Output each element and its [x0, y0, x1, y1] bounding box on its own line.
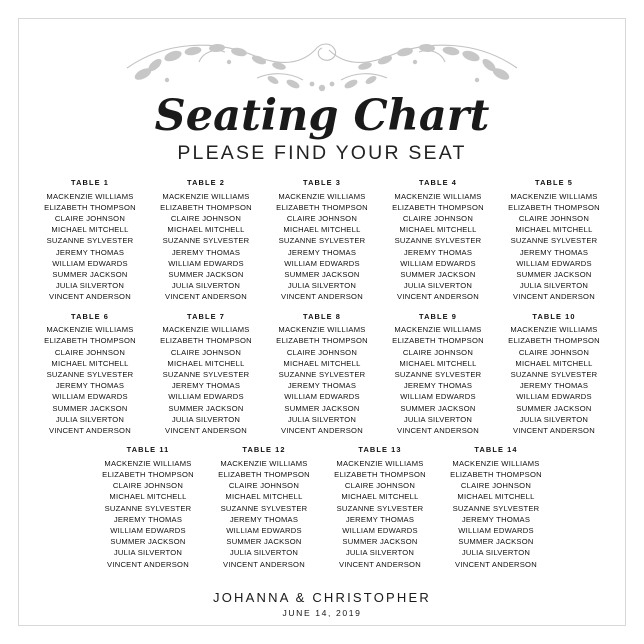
guest-name: MICHAEL MITCHELL: [515, 358, 593, 368]
guest-name: ELIZABETH THOMPSON: [102, 469, 194, 479]
guest-name: SUZANNE SYLVESTER: [104, 503, 192, 513]
table-label: TABLE 9: [419, 311, 457, 321]
guest-name: VINCENT ANDERSON: [281, 426, 363, 435]
guest-name: WILLIAM EDWARDS: [516, 258, 592, 268]
guest-name: VINCENT ANDERSON: [107, 559, 189, 569]
page-subtitle: PLEASE FIND YOUR SEAT: [177, 142, 467, 165]
guest-name: MACKENZIE WILLIAMS: [278, 325, 366, 335]
guest-name: JULIA SILVERTON: [171, 414, 241, 424]
table-block: [206, 445, 322, 570]
guest-name: CLAIRE JOHNSON: [344, 481, 416, 491]
poster-content: [28, 22, 616, 622]
guest-name: MACKENZIE WILLIAMS: [394, 325, 482, 335]
guest-name: MACKENZIE WILLIAMS: [510, 325, 598, 335]
seating-grid: [28, 178, 616, 570]
guest-name: MICHAEL MITCHELL: [283, 225, 361, 235]
guest-name: SUZANNE SYLVESTER: [452, 503, 540, 513]
table-block: [438, 445, 554, 570]
guest-name: MACKENZIE WILLIAMS: [336, 458, 424, 468]
couple-names: JOHANNA & CHRISTOPHER: [213, 590, 431, 605]
guest-name: JULIA SILVERTON: [461, 548, 531, 558]
guest-name: JULIA SILVERTON: [519, 281, 589, 291]
guest-name: ELIZABETH THOMPSON: [160, 336, 252, 346]
guest-name: ELIZABETH THOMPSON: [44, 202, 136, 212]
guest-name: SUZANNE SYLVESTER: [46, 369, 134, 379]
guest-name: SUMMER JACKSON: [110, 537, 186, 547]
guest-name: JEREMY THOMAS: [287, 381, 357, 391]
guest-name: JEREMY THOMAS: [171, 381, 241, 391]
poster-footer: [28, 590, 616, 618]
guest-name: SUZANNE SYLVESTER: [510, 236, 598, 246]
guest-name: JULIA SILVERTON: [403, 414, 473, 424]
guest-name: ELIZABETH THOMPSON: [392, 336, 484, 346]
table-block: [32, 312, 148, 437]
guest-name: VINCENT ANDERSON: [49, 426, 131, 435]
table-label: TABLE 10: [532, 311, 576, 321]
guest-name: CLAIRE JOHNSON: [54, 347, 126, 357]
guest-name: CLAIRE JOHNSON: [460, 481, 532, 491]
guest-name: SUZANNE SYLVESTER: [510, 369, 598, 379]
guest-name: JULIA SILVERTON: [113, 548, 183, 558]
guest-name: JULIA SILVERTON: [55, 414, 125, 424]
table-label: TABLE 12: [242, 445, 286, 455]
floral-flourish-ornament: [28, 22, 616, 100]
guest-name: JEREMY THOMAS: [229, 514, 299, 524]
guest-name: ELIZABETH THOMPSON: [160, 202, 252, 212]
guest-name: ELIZABETH THOMPSON: [44, 336, 136, 346]
guest-name: MICHAEL MITCHELL: [399, 225, 477, 235]
guest-name: MICHAEL MITCHELL: [515, 225, 593, 235]
guest-name: SUZANNE SYLVESTER: [278, 236, 366, 246]
table-block: [148, 312, 264, 437]
guest-name: WILLIAM EDWARDS: [110, 525, 186, 535]
table-block: [380, 178, 496, 303]
guest-name: CLAIRE JOHNSON: [286, 347, 358, 357]
guest-name: MACKENZIE WILLIAMS: [510, 191, 598, 201]
guest-name: MACKENZIE WILLIAMS: [104, 458, 192, 468]
table-block: [496, 312, 612, 437]
guest-name: SUZANNE SYLVESTER: [220, 503, 308, 513]
table-label: TABLE 8: [303, 311, 341, 321]
guest-name: MICHAEL MITCHELL: [167, 225, 245, 235]
guest-name: SUZANNE SYLVESTER: [394, 236, 482, 246]
guest-name: JULIA SILVERTON: [287, 414, 357, 424]
guest-name: CLAIRE JOHNSON: [54, 214, 126, 224]
table-label: TABLE 7: [187, 311, 225, 321]
guest-name: MACKENZIE WILLIAMS: [46, 191, 134, 201]
guest-name: JEREMY THOMAS: [287, 247, 357, 257]
table-label: TABLE 11: [126, 445, 170, 455]
guest-name: WILLIAM EDWARDS: [52, 258, 128, 268]
guest-name: SUMMER JACKSON: [400, 270, 476, 280]
guest-name: ELIZABETH THOMPSON: [334, 469, 426, 479]
guest-name: SUMMER JACKSON: [284, 270, 360, 280]
guest-name: CLAIRE JOHNSON: [518, 347, 590, 357]
table-label: TABLE 3: [303, 178, 341, 188]
guest-name: VINCENT ANDERSON: [165, 426, 247, 435]
guest-name: MICHAEL MITCHELL: [51, 225, 129, 235]
guest-name: VINCENT ANDERSON: [397, 426, 479, 435]
table-label: TABLE 1: [71, 178, 109, 188]
guest-name: VINCENT ANDERSON: [49, 292, 131, 302]
table-label: TABLE 13: [358, 445, 402, 455]
guest-name: ELIZABETH THOMPSON: [276, 202, 368, 212]
table-block: [264, 312, 380, 437]
guest-name: WILLIAM EDWARDS: [168, 258, 244, 268]
guest-name: WILLIAM EDWARDS: [458, 525, 534, 535]
guest-name: JULIA SILVERTON: [403, 281, 473, 291]
seating-row: [28, 312, 616, 437]
table-block: [148, 178, 264, 303]
guest-name: SUZANNE SYLVESTER: [278, 369, 366, 379]
title-block: [28, 91, 616, 165]
guest-name: SUMMER JACKSON: [284, 403, 360, 413]
guest-name: JEREMY THOMAS: [519, 247, 589, 257]
guest-name: CLAIRE JOHNSON: [170, 214, 242, 224]
page-title: Seating Chart: [154, 91, 490, 141]
guest-name: MICHAEL MITCHELL: [283, 358, 361, 368]
table-block: [264, 178, 380, 303]
guest-name: VINCENT ANDERSON: [455, 559, 537, 569]
guest-name: SUZANNE SYLVESTER: [336, 503, 424, 513]
guest-name: WILLIAM EDWARDS: [52, 392, 128, 402]
guest-name: MICHAEL MITCHELL: [51, 358, 129, 368]
guest-name: JULIA SILVERTON: [345, 548, 415, 558]
guest-name: JEREMY THOMAS: [171, 247, 241, 257]
guest-name: MACKENZIE WILLIAMS: [452, 458, 540, 468]
guest-name: MICHAEL MITCHELL: [341, 492, 419, 502]
table-block: [32, 178, 148, 303]
guest-name: SUMMER JACKSON: [342, 537, 418, 547]
guest-name: SUMMER JACKSON: [52, 403, 128, 413]
table-label: TABLE 6: [71, 311, 109, 321]
guest-name: VINCENT ANDERSON: [397, 292, 479, 302]
table-label: TABLE 14: [474, 445, 518, 455]
guest-name: SUMMER JACKSON: [52, 270, 128, 280]
guest-name: JEREMY THOMAS: [403, 381, 473, 391]
table-block: [90, 445, 206, 570]
guest-name: SUMMER JACKSON: [458, 537, 534, 547]
guest-name: MICHAEL MITCHELL: [225, 492, 303, 502]
guest-name: MACKENZIE WILLIAMS: [278, 191, 366, 201]
guest-name: JULIA SILVERTON: [519, 414, 589, 424]
guest-name: JEREMY THOMAS: [345, 514, 415, 524]
seating-row: [28, 445, 616, 570]
guest-name: JEREMY THOMAS: [113, 514, 183, 524]
guest-name: JULIA SILVERTON: [171, 281, 241, 291]
guest-name: CLAIRE JOHNSON: [402, 214, 474, 224]
guest-name: JULIA SILVERTON: [229, 548, 299, 558]
guest-name: ELIZABETH THOMPSON: [276, 336, 368, 346]
guest-name: JEREMY THOMAS: [55, 381, 125, 391]
guest-name: MACKENZIE WILLIAMS: [220, 458, 308, 468]
guest-name: WILLIAM EDWARDS: [400, 392, 476, 402]
table-block: [380, 312, 496, 437]
guest-name: SUMMER JACKSON: [168, 270, 244, 280]
guest-name: ELIZABETH THOMPSON: [392, 202, 484, 212]
guest-name: MACKENZIE WILLIAMS: [46, 325, 134, 335]
guest-name: WILLIAM EDWARDS: [284, 392, 360, 402]
guest-name: CLAIRE JOHNSON: [286, 214, 358, 224]
guest-name: CLAIRE JOHNSON: [170, 347, 242, 357]
guest-name: WILLIAM EDWARDS: [226, 525, 302, 535]
seating-row: [28, 178, 616, 303]
table-label: TABLE 5: [535, 178, 573, 188]
table-label: TABLE 4: [419, 178, 457, 188]
guest-name: MICHAEL MITCHELL: [109, 492, 187, 502]
guest-name: SUMMER JACKSON: [168, 403, 244, 413]
guest-name: SUZANNE SYLVESTER: [162, 369, 250, 379]
guest-name: JEREMY THOMAS: [519, 381, 589, 391]
guest-name: VINCENT ANDERSON: [165, 292, 247, 302]
guest-name: MACKENZIE WILLIAMS: [162, 191, 250, 201]
guest-name: VINCENT ANDERSON: [339, 559, 421, 569]
guest-name: ELIZABETH THOMPSON: [450, 469, 542, 479]
guest-name: JEREMY THOMAS: [55, 247, 125, 257]
table-label: TABLE 2: [187, 178, 225, 188]
guest-name: CLAIRE JOHNSON: [402, 347, 474, 357]
guest-name: JULIA SILVERTON: [55, 281, 125, 291]
guest-name: VINCENT ANDERSON: [281, 292, 363, 302]
guest-name: JEREMY THOMAS: [403, 247, 473, 257]
guest-name: MACKENZIE WILLIAMS: [162, 325, 250, 335]
guest-name: MACKENZIE WILLIAMS: [394, 191, 482, 201]
guest-name: ELIZABETH THOMPSON: [508, 336, 600, 346]
guest-name: MICHAEL MITCHELL: [399, 358, 477, 368]
guest-name: SUMMER JACKSON: [516, 270, 592, 280]
guest-name: VINCENT ANDERSON: [223, 559, 305, 569]
guest-name: SUZANNE SYLVESTER: [46, 236, 134, 246]
guest-name: SUMMER JACKSON: [516, 403, 592, 413]
guest-name: SUMMER JACKSON: [400, 403, 476, 413]
guest-name: WILLIAM EDWARDS: [400, 258, 476, 268]
guest-name: WILLIAM EDWARDS: [284, 258, 360, 268]
guest-name: WILLIAM EDWARDS: [342, 525, 418, 535]
guest-name: CLAIRE JOHNSON: [112, 481, 184, 491]
table-block: [322, 445, 438, 570]
guest-name: CLAIRE JOHNSON: [228, 481, 300, 491]
guest-name: MICHAEL MITCHELL: [167, 358, 245, 368]
guest-name: ELIZABETH THOMPSON: [508, 202, 600, 212]
guest-name: WILLIAM EDWARDS: [168, 392, 244, 402]
guest-name: SUZANNE SYLVESTER: [162, 236, 250, 246]
guest-name: MICHAEL MITCHELL: [457, 492, 535, 502]
guest-name: WILLIAM EDWARDS: [516, 392, 592, 402]
table-block: [496, 178, 612, 303]
guest-name: VINCENT ANDERSON: [513, 292, 595, 302]
wedding-date: JUNE 14, 2019: [282, 608, 362, 618]
guest-name: SUMMER JACKSON: [226, 537, 302, 547]
guest-name: JULIA SILVERTON: [287, 281, 357, 291]
guest-name: VINCENT ANDERSON: [513, 426, 595, 435]
guest-name: SUZANNE SYLVESTER: [394, 369, 482, 379]
guest-name: JEREMY THOMAS: [461, 514, 531, 524]
flourish-icon: [107, 22, 537, 100]
guest-name: ELIZABETH THOMPSON: [218, 469, 310, 479]
guest-name: CLAIRE JOHNSON: [518, 214, 590, 224]
